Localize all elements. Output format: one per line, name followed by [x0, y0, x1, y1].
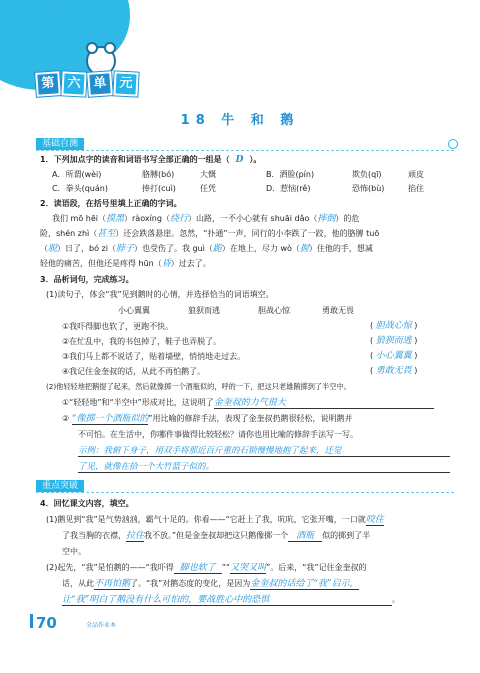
page-number: 70	[36, 614, 57, 632]
q3-part2b: ② “像掷一个酒瓶似的”用比喻的修辞手法，表现了金奎叔扔鹅很轻松，说明鹅并	[62, 414, 353, 424]
q2-line-2: 险，shén zhì（甚至）还会跌落悬崖。忽然，“扑通”一声，同行的小李跌了一跤，他的胳膊 tuō	[40, 229, 380, 239]
q3-sentence: ②在忙乱中，我的书包掉了，鞋子也弄脱了。	[62, 337, 222, 346]
q3-answer: ( 小心翼翼 )	[370, 351, 418, 361]
q1-option-c: C．拳头(quán)	[52, 184, 108, 193]
q3-part1: (1)读句子，体会“我”见到鹅时的心情，并选择恰当的词语填空。	[46, 290, 274, 299]
unit-badge	[36, 72, 138, 96]
q4-line-1: (1)鹅见到“我”是气势汹汹，霸气十足的。你看——“它赶上了我，吭吭，它张开嘴，一口就咬住	[46, 515, 384, 525]
q3-answer-example: 了见，就像在拾一个大竹篮子似的。	[78, 462, 450, 473]
q1-word: 任凭	[200, 184, 216, 193]
unit-char: 单	[87, 71, 113, 97]
page-bar	[30, 614, 33, 628]
q1-word: 顽皮	[408, 170, 424, 179]
q3-stem: 3．品析词句，完成练习。	[40, 275, 134, 284]
q3-choice: 小心翼翼	[118, 306, 150, 315]
section-dot-icon	[448, 139, 458, 149]
q3-answer: ( 狼狈而逃 )	[370, 336, 418, 346]
q1-word: 恐怖(bù)	[352, 184, 385, 193]
q3-sentence: ④我记住金奎叔的话，从此不再怕鹅了。	[62, 367, 206, 376]
q3-choice: 胆战心惊	[258, 306, 290, 315]
section-focus	[36, 480, 454, 493]
q3-sentence: ③我们马上都不说话了，贴着墙壁，悄悄地走过去。	[62, 352, 246, 361]
q1-option-d: D．惹恼(rě)	[266, 184, 311, 193]
q3-part2a: ①“轻轻地”和“半空中”形成对比，这说明了金奎叔的力气很大	[62, 398, 434, 409]
q3-sentence: ①我吓得脚也软了，更跑不快。	[62, 322, 174, 331]
unit-char: 第	[35, 71, 61, 97]
q1-option-a: A．所谓(wèi)	[52, 170, 102, 179]
q3-choice: 狼狈而逃	[188, 306, 220, 315]
q4-line-4: (2)起先，“我”是怕鹅的——“我吓得 脚也软了 ”“又哭又叫”。后来，“我”记住金奎叔的	[46, 563, 367, 573]
q3-answer: ( 胆战心惊 )	[370, 321, 418, 331]
q1-word: 大慨	[200, 170, 216, 179]
q3-choice: 勇敢无畏	[322, 306, 354, 315]
q4-stem: 4．回忆课文内容，填空。	[40, 499, 134, 508]
q4-line-3: 空中。	[62, 547, 86, 556]
q4-line-2: 了我当胸的衣襟，拉住我不放。”但是金奎叔却把这只鹅像掷一个 酒瓶 似的掷到了半	[62, 531, 371, 541]
q3-part2c: 不可怕。在生活中，你哪件事做得比较轻松？请你也用比喻的修辞手法写一写。	[78, 430, 358, 439]
q3-answer: ( 勇敢无畏 )	[370, 366, 418, 376]
footer-text: 全品作业本	[86, 622, 117, 629]
lesson-title: 18 牛 和 鹅	[180, 113, 300, 128]
q1-option-b: B．洒脸(pín)	[266, 170, 315, 179]
q4-line-6: 让“我”明白了鹅没有什么可怕的，要战胜心中的恐惧 。	[62, 595, 400, 605]
q2-line-1: 我们 mō hēi（摸黑）ràoxíng（绕行）山路，一不小心就有 shuāi dǎo（摔倒）的危	[52, 214, 360, 224]
q1-word: 捧打(cuì)	[142, 184, 176, 193]
section-label: 重点突破	[36, 480, 84, 492]
section-basic	[36, 138, 454, 151]
q1-stem: 1．下列加点字的读音和词语书写全部正确的一组是（ D ）。	[40, 155, 262, 165]
q4-line-5: 话，从此不再怕鹅了。“我”对鹅态度的变化，是因为金奎叔的话给了“我”启示，	[62, 579, 359, 589]
unit-char: 元	[113, 71, 138, 96]
q2-line-4: 轻他的痛苦，但他还是疼得 hūn（昏）过去了。	[40, 259, 211, 269]
q3-part2: (2)他轻轻地把鹅提了起来，然后就像掷一个酒瓶似的，呼的一下，把这只老雄鹅掷到了半空中。	[46, 382, 351, 391]
q1-word: 欺负(qī)	[352, 170, 382, 179]
q2-line-3: （脱）日了，bó zi（脖子）也受伤了。我 guì（跪）在地上，尽力 wò（握）住他的手，想减	[40, 244, 373, 254]
q1-word: 掐住	[408, 184, 424, 193]
q3-answer-example: 示例：我俯下身子，用双手将那近百斤重的石锁慢慢地抱了起来，还觉	[78, 446, 450, 457]
unit-char: 六	[61, 71, 86, 96]
q1-word: 胳膊(bó)	[142, 170, 175, 179]
q2-stem: 2．读语段，在括号里填上正确的字词。	[40, 199, 182, 208]
section-label: 基础自测	[36, 138, 84, 150]
